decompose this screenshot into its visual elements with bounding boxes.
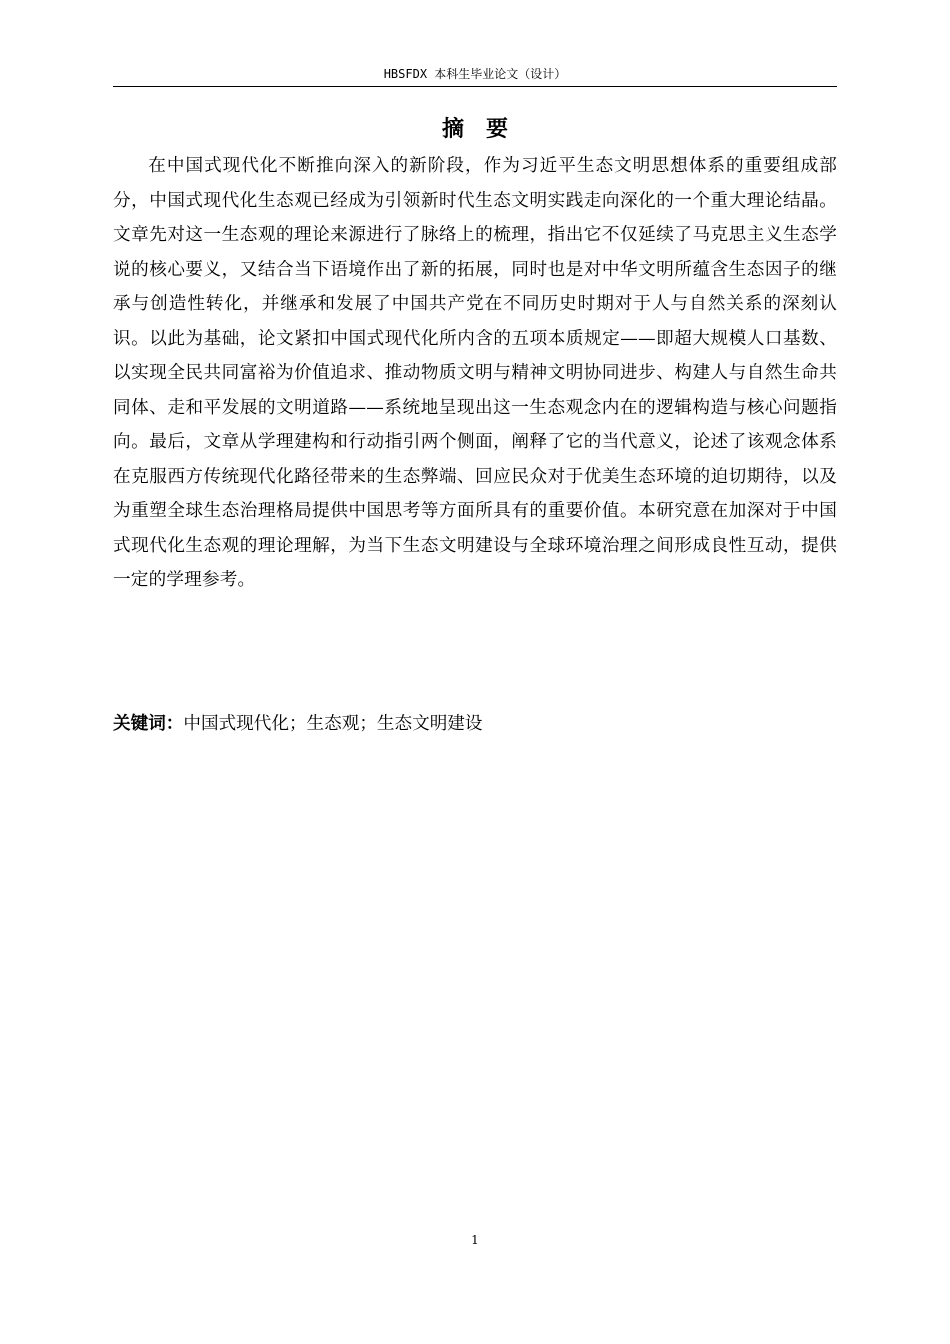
running-header [113,66,837,87]
page-number: 1 [471,1233,479,1247]
keywords-value: 中国式现代化；生态观；生态文明建设 [183,714,483,734]
keywords-line [113,709,837,739]
abstract-title: 摘要 [441,117,530,142]
running-header-title: HBSFDX 本科生毕业论文（设计） [383,67,567,81]
keywords-label: 关键词： [113,714,184,734]
abstract-body: 在中国式现代化不断推向深入的新阶段，作为习近平生态文明思想体系的重要组成部分，中国式现代化生态观已经成为引领新时代生态文明实践走向深化的一个重大理论结晶。文章先对这一生态观的理论来源进行了脉络上的梳理，指出它不仅延续了马克思主义生态学说的核心要义，又结合当下语境作出了新的拓展，同时也是对中华文明所蕴含生态因子的继承与创造性转化，并继承和发展了中国共产党在不同历史时期对于人与自然关系的深刻认识。以此为基础，论文紧扣中国式现代化所内含的五项本质规定——即超大规模人口基数、以实现全民共同富裕为价值追求、推动物质文明与精神文明协同进步、构建人与自然生命共同体、走和平发展的文明道路——系统地呈现出这一生态观念内在的逻辑构造与核心问题指向。最后，文章从学理建构和行动指引两个侧面，阐释了它的当代意义，论述了该观念体系在克服西方传统现代化路径带来的生态弊端、回应民众对于优美生态环境的迫切期待，以及为重塑全球生态治理格局提供中国思考等方面所具有的重要价值。本研究意在加深对于中国式现代化生态观的理论理解，为当下生态文明建设与全球环境治理之间形成良性互动，提供一定的学理参考。 [113,156,837,590]
